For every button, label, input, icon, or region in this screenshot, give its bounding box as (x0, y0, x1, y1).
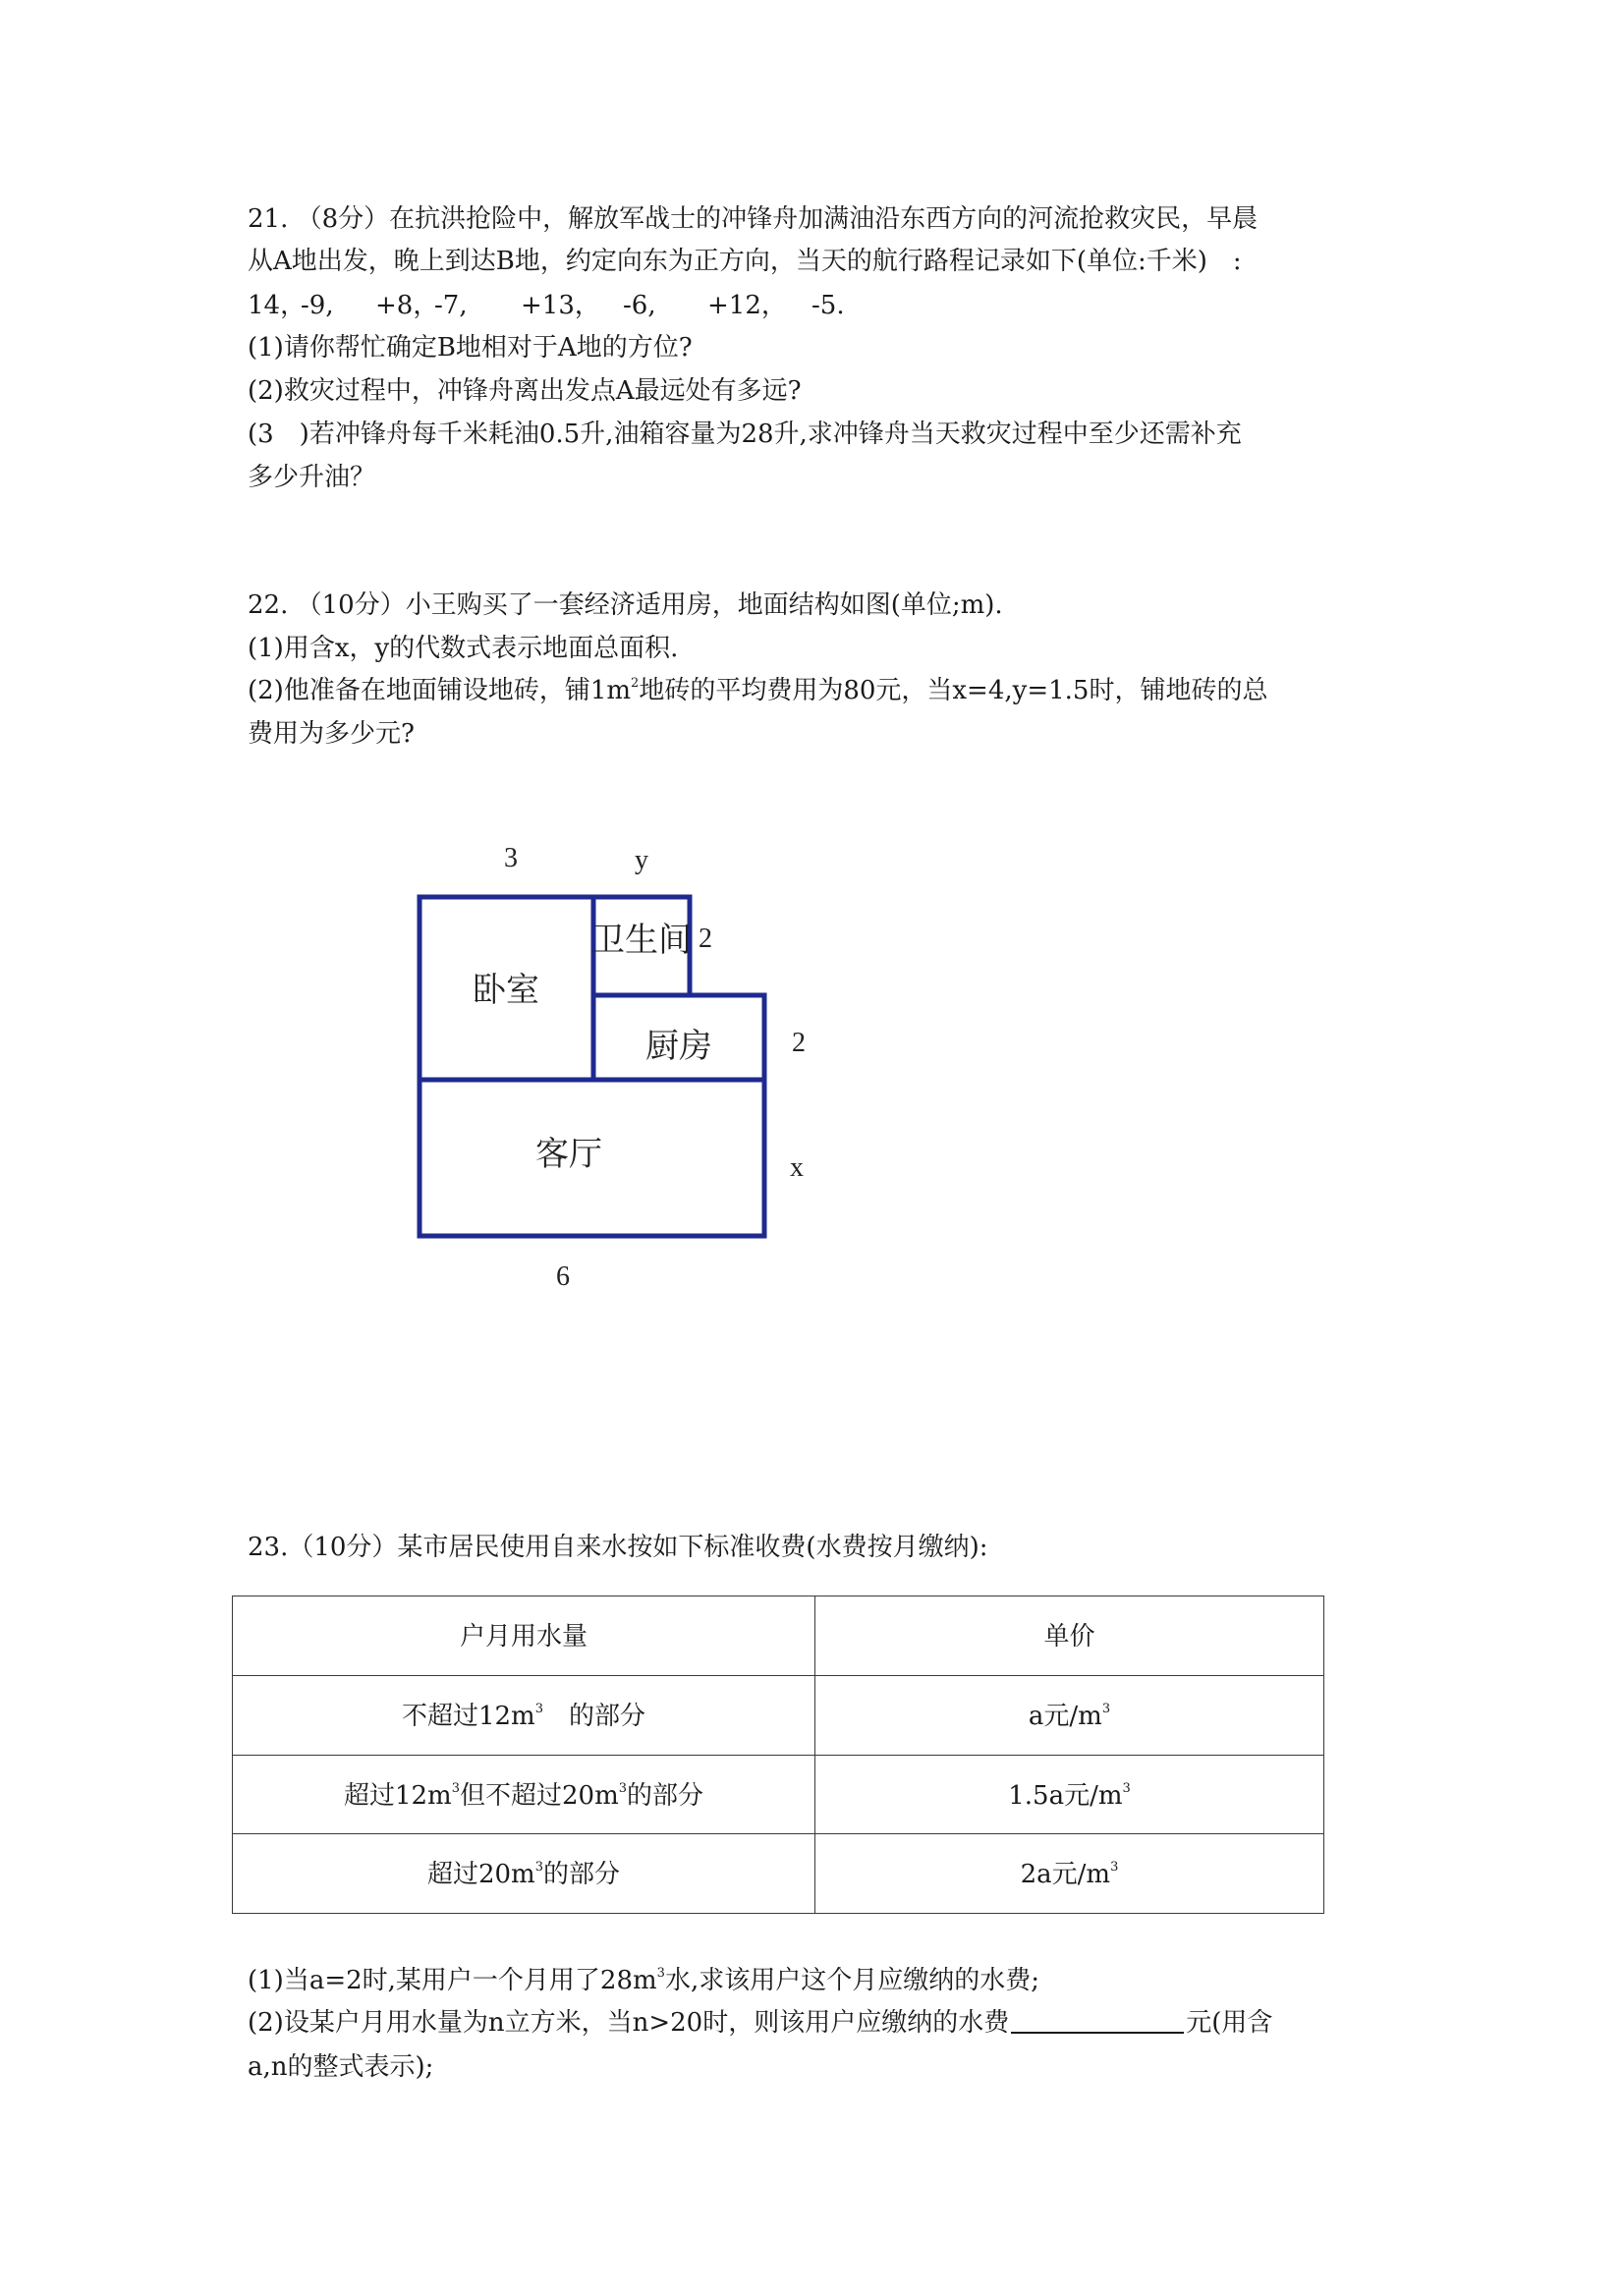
record-value: +12， (707, 291, 787, 320)
price-text: 1.5a元/m (1008, 1780, 1123, 1811)
q21-part2: (2)救灾过程中，冲锋舟离出发点A最远处有多远? (248, 376, 802, 406)
q21-part3-line2: 多少升油？ (248, 463, 376, 492)
range-text: 不超过12m (401, 1701, 535, 1731)
q21-line1: 21. （8分）在抗洪抢险中，解放军战士的冲锋舟加满油沿东西方向的河流抢救灾民，早晨 (248, 204, 1259, 234)
room-bathroom: 卫生间 (591, 922, 692, 959)
answer-blank[interactable] (1011, 2010, 1184, 2034)
table-row (233, 1675, 1324, 1755)
range-text: 超过12m (343, 1780, 452, 1811)
q22-part2-line2: 费用为多少元? (248, 719, 415, 749)
q23-part2-line1 (248, 2008, 1272, 2038)
record-value: 14， (248, 291, 307, 320)
table-cell-price (815, 1675, 1324, 1755)
room-bedroom: 卧室 (473, 972, 539, 1009)
range-text: 的部分 (627, 1780, 704, 1811)
range-sup: 3 (534, 1860, 543, 1876)
table-header-row (233, 1596, 1324, 1676)
table-cell-range (233, 1834, 815, 1914)
table-row (233, 1834, 1324, 1914)
range-text: 但不超过20m (459, 1780, 619, 1811)
q21-line2: 从A地出发，晚上到达B地，约定向东为正方向，当天的航行路程记录如下(单位:千米) : (248, 247, 1242, 276)
dim-label-y: y (635, 845, 648, 875)
dim-label-bathroom-2: 2 (699, 924, 712, 954)
record-value: -9, (301, 291, 334, 320)
q23-part2-line2: a,n的整式表示); (248, 2052, 434, 2082)
price-sup: 3 (1110, 1860, 1119, 1876)
table-cell-price (815, 1834, 1324, 1914)
q23-part2-text-a: (2)设某户月用水量为n立方米，当n>20时，则该用户应缴纳的水费 (248, 2008, 1010, 2038)
dim-label-x: x (790, 1152, 804, 1183)
dim-label-kitchen-2: 2 (792, 1028, 806, 1058)
table-header-cell: 单价 (815, 1596, 1324, 1676)
record-value: +8， (375, 291, 439, 320)
q22-part1: (1)用含x，y的代数式表示地面总面积. (248, 634, 679, 663)
price-text: a元/m (1028, 1701, 1102, 1731)
record-value: -7, (434, 291, 468, 320)
q22-line1: 22. （10分）小王购买了一套经济适用房，地面结构如图(单位;m). (248, 590, 1003, 620)
table-header-cell: 户月用水量 (233, 1596, 815, 1676)
range-text: 的部分 (543, 1701, 646, 1731)
range-text: 超过20m (426, 1860, 535, 1890)
q21-part1: (1)请你帮忙确定B地相对于A地的方位? (248, 333, 693, 363)
water-rate-table (232, 1596, 1324, 1914)
q22-part2-text-b: 地砖的平均费用为80元，当x=4,y=1.5时，铺地砖的总 (639, 676, 1268, 705)
q23-part1 (248, 1966, 1039, 1995)
range-sup: 3 (534, 1701, 543, 1716)
range-sup: 3 (451, 1780, 460, 1796)
dim-label-6: 6 (556, 1261, 570, 1292)
record-value: +13， (521, 291, 600, 320)
room-kitchen: 厨房 (645, 1028, 712, 1065)
range-sup: 3 (618, 1780, 628, 1796)
q22-part2-text-a: (2)他准备在地面铺设地砖，铺1m (248, 676, 632, 705)
q23-line1: 23.（10分）某市居民使用自来水按如下标准收费(水费按月缴纳): (248, 1533, 988, 1562)
room-living: 客厅 (535, 1136, 602, 1173)
price-text: 2a元/m (1020, 1860, 1111, 1890)
record-value: -5. (812, 291, 845, 320)
table-cell-range (233, 1675, 815, 1755)
q23-part1-text-a: (1)当a=2时,某用户一个月用了28m (248, 1966, 657, 1995)
q22-part2-sup: 2 (631, 676, 640, 691)
q23-part2-text-b: 元(用含 (1186, 2008, 1273, 2038)
q23-part1-text-b: 水,求该用户这个月应缴纳的水费; (664, 1966, 1039, 1995)
range-text: 的部分 (543, 1860, 621, 1890)
dim-label-3: 3 (504, 843, 518, 873)
price-sup: 3 (1122, 1780, 1131, 1796)
q23-part1-sup: 3 (656, 1966, 665, 1981)
table-cell-range (233, 1755, 815, 1834)
q21-part3-line1: (3 )若冲锋舟每千米耗油0.5升,油箱容量为28升,求冲锋舟当天救灾过程中至少还需补充 (248, 420, 1242, 449)
price-sup: 3 (1101, 1701, 1111, 1716)
record-value: -6, (623, 291, 656, 320)
table-row (233, 1755, 1324, 1834)
table-cell-price (815, 1755, 1324, 1834)
